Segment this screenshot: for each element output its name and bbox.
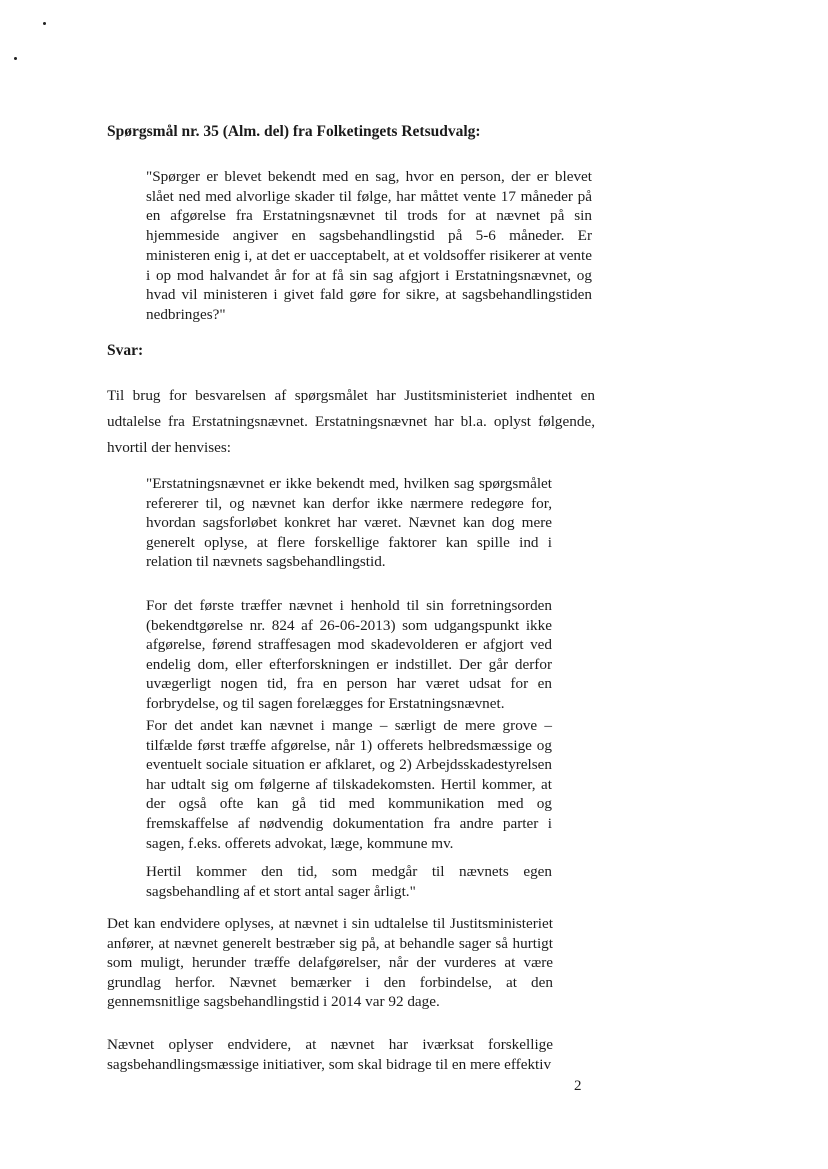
quote-paragraph-3: For det andet kan nævnet i mange – særligt de mere grove – tilfælde først træffe afgørelse, når 1) offerets helbredsmæssige og eventuelt sociale situation er afklaret, og 2) Arbejdsskadestyrelsen har udtalt sig om følgerne af tilskadekomsten. Hertil kommer, at der også ofte kan gå tid med kommunikation med og fremskaffelse af nødvendig dokumentation fra andre parter i sagen, f.eks. offerets advokat, læge, kommune mv. (146, 717, 552, 852)
body-paragraph-5: Det kan endvidere oplyses, at nævnet i sin udtalelse til Justitsministeriet anfører, at nævnet generelt bestræber sig på, at behandle sager så hurtigt som muligt, herunder træffe delafgørelser, når der vurderes at være grundlag herfor. Nævnet bemærker i den forbindelse, at den gennemsnitlige sagsbehandlingstid i 2014 var 92 dage. (107, 915, 553, 1011)
quote-paragraph-1: "Erstatningsnævnet er ikke bekendt med, hvilken sag spørgsmålet refererer til, og nævnet kan derfor ikke nærmere redegøre for, hvordan sagsforløbet konkret har været. Nævnet kan dog mere generelt oplyse, at flere forskellige faktorer kan spille ind i relation til nævnets sagsbehandlingstid. (146, 475, 552, 571)
scan-speck (14, 57, 17, 60)
body-paragraph-6: Nævnet oplyser endvidere, at nævnet har iværksat forskellige sagsbehandlingsmæssige initiativer, som skal bidrage til en mere effektiv (107, 1036, 553, 1073)
question-heading: Spørgsmål nr. 35 (Alm. del) fra Folketingets Retsudvalg: (107, 123, 481, 140)
page-number: 2 (574, 1078, 582, 1094)
scan-speck (43, 22, 46, 25)
question-text: "Spørger er blevet bekendt med en sag, hvor en person, der er blevet slået ned med alvorlige skader til følge, har måttet vente 17 måneder på en afgørelse fra Erstatningsnævnet til trods for at nævnet på sin hjemmeside angiver en sagsbehandlingstid på 5-6 måneder. Er ministeren enig i, at det er uacceptabelt, at et voldsoffer risikerer at vente i op mod halvandet år for at få sin sag afgjort i Erstatningsnævnet, og hvad vil ministeren i givet fald gøre for sikre, at sagsbehandlingstiden nedbringes?" (146, 168, 592, 323)
answer-label: Svar: (107, 342, 144, 359)
quote-paragraph-2: For det første træffer nævnet i henhold til sin forretningsorden (bekendtgørelse nr. 824 af 26-06-2013) som udgangspunkt ikke afgørelse, førend straffesagen mod skadevolderen er afgjort ved endelig dom, eller efterforskningen er indstillet. Der går derfor uvægerligt nogen tid, fra en person har været udsat for en forbrydelse, og til sagen forelægges for Erstatningsnævnet. (146, 597, 552, 712)
answer-intro: Til brug for besvarelsen af spørgsmålet har Justitsministeriet indhentet en udtalelse fra Erstatningsnævnet. Erstatningsnævnet har bl.a. oplyst følgende, hvortil der henvises: (107, 387, 595, 456)
quote-paragraph-4: Hertil kommer den tid, som medgår til nævnets egen sagsbehandling af et stort antal sager årligt." (146, 863, 552, 900)
